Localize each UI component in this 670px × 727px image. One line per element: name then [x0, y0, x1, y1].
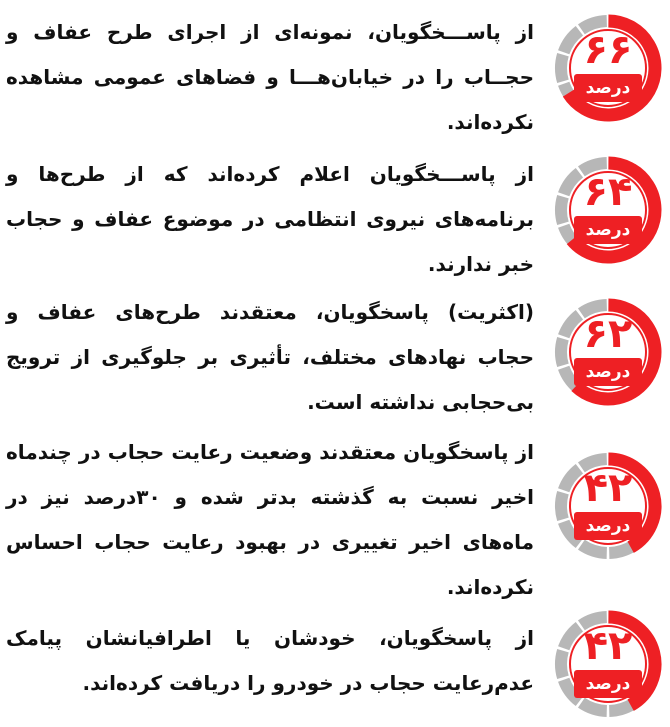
- percent-gauge: [552, 608, 664, 720]
- percent-unit-label: درصد: [574, 670, 642, 698]
- percent-unit-label: درصد: [574, 512, 642, 540]
- stat-description: از پاسخگویان معتقدند وضعیت رعایت حجاب در چندماه اخیر نسبت به گذشته بدتر شده و ۳۰درصد نیز در ماه‌های اخیر تغییری در بهبود رعایت حجاب احساس نکرده‌اند.: [6, 440, 534, 599]
- stat-description: از پاســـخگویان، نمونه‌ای از اجرای طرح عفاف و حجــاب را در خیابان‌هـــا و فضاهای عمومی مشاهده نکرده‌اند.: [6, 20, 534, 134]
- percent-gauge: [552, 154, 664, 266]
- percent-gauge: [552, 450, 664, 562]
- stat-description: از پاسخگویان، خودشان یا اطرافیانشان پیامک عدم‌رعایت حجاب در خودرو را دریافت کرده‌اند.: [6, 626, 534, 695]
- percent-gauge: [552, 296, 664, 408]
- percent-unit-label: درصد: [574, 216, 642, 244]
- percent-value: ۶۶: [583, 27, 633, 73]
- percent-value: ۶۴: [583, 169, 633, 215]
- percent-unit-label: درصد: [574, 358, 642, 386]
- stat-description: (اکثریت) پاسخگویان، معتقدند طرح‌های عفاف و حجاب نهادهای مختلف، تأثیری بر جلوگیری از ترویج بی‌حجابی نداشته است.: [6, 300, 534, 414]
- percent-unit-label: درصد: [574, 74, 642, 102]
- percent-value: ۴۲: [583, 465, 633, 511]
- ring-track-segment: [581, 703, 606, 711]
- stat-description: از پاســـخگویان اعلام کرده‌اند که از طرح‌ها و برنامه‌های نیروی انتظامی در موضوع عفاف و حجاب خبر ندارند.: [6, 162, 534, 276]
- percent-value: ۴۲: [583, 623, 633, 669]
- ring-track-segment: [581, 545, 606, 553]
- percent-gauge: [552, 12, 664, 124]
- percent-value: ۶۲: [583, 311, 633, 357]
